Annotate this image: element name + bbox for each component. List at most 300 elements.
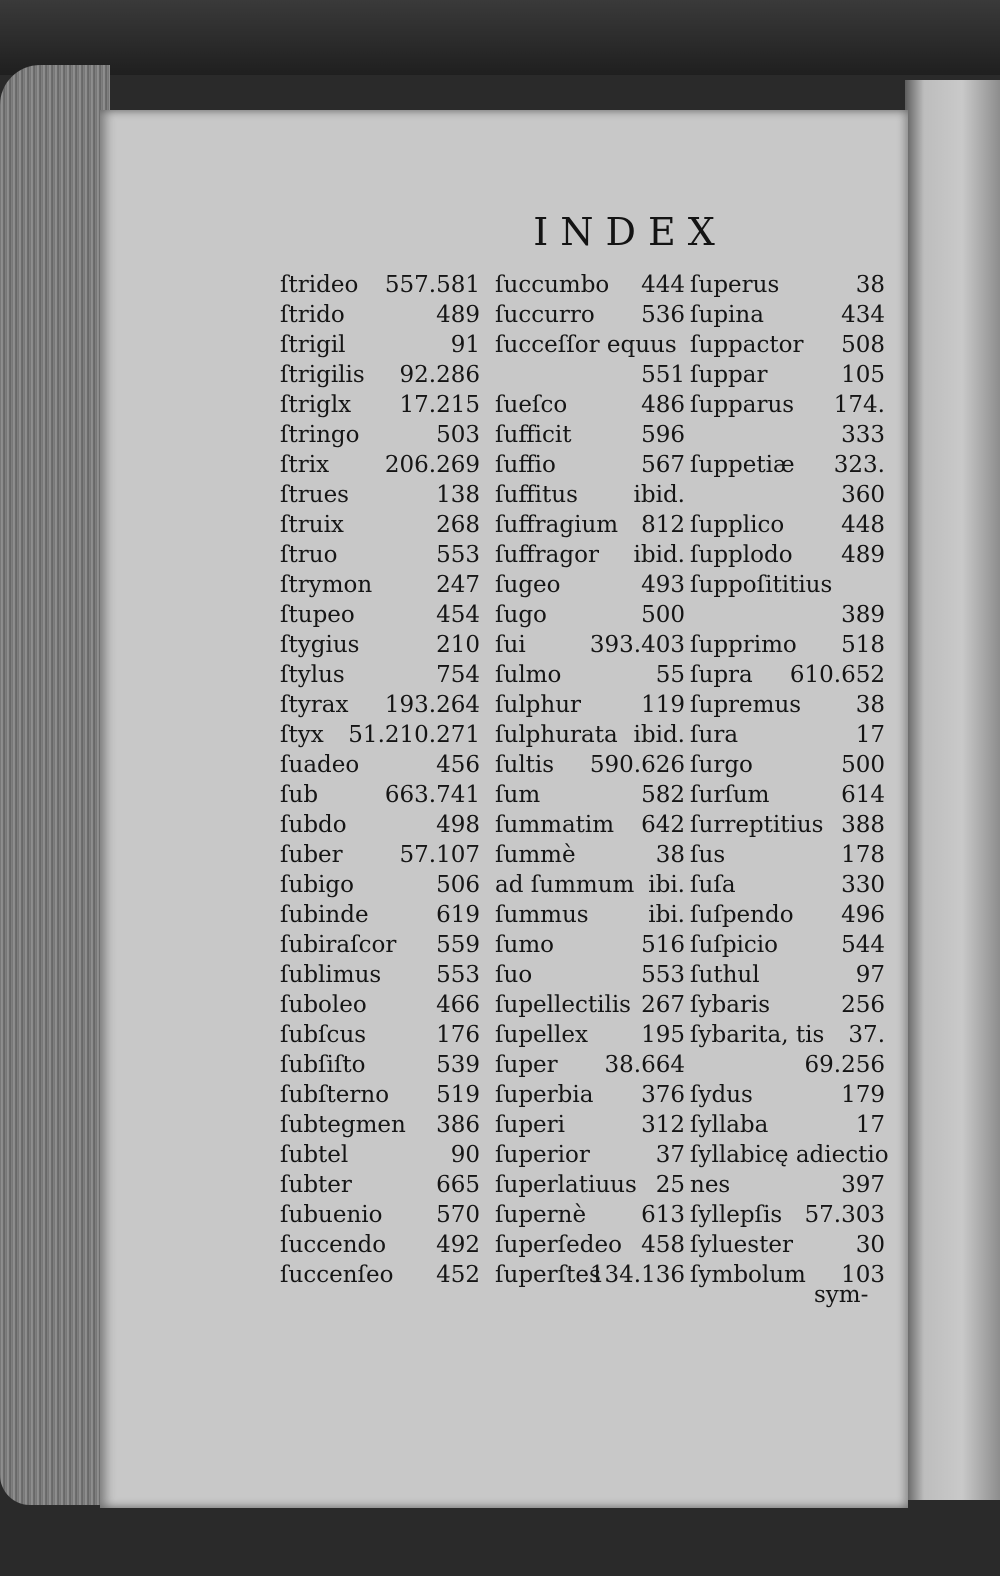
- index-entry: [280, 1140, 480, 1170]
- index-entry: [280, 930, 480, 960]
- index-term: ſulmo: [495, 662, 562, 688]
- index-entry: [280, 870, 480, 900]
- page-reference: 812: [641, 512, 685, 538]
- page-reference: 466: [436, 992, 480, 1018]
- index-term: ſtrues: [280, 482, 349, 508]
- facing-page-edge: [905, 80, 1000, 1500]
- index-entry: [495, 1230, 685, 1260]
- index-term: ſugeo: [495, 572, 561, 598]
- index-term: ſybaris: [690, 992, 771, 1018]
- index-entry: [690, 270, 885, 300]
- index-entry: [495, 600, 685, 630]
- index-term: ſtygius: [280, 632, 360, 658]
- page-reference: 376: [641, 1082, 685, 1108]
- page-reference: 500: [641, 602, 685, 628]
- index-term: ſuperbia: [495, 1082, 594, 1108]
- index-entry: [280, 390, 480, 420]
- index-entry: [280, 270, 480, 300]
- page-reference: 567: [641, 452, 685, 478]
- index-term: ſtruo: [280, 542, 338, 568]
- index-entry: [495, 660, 685, 690]
- page-reference: 503: [436, 422, 480, 448]
- page-reference: 360: [841, 482, 885, 508]
- index-entry: [495, 1080, 685, 1110]
- index-entry: [495, 360, 685, 390]
- page-reference: 496: [841, 902, 885, 928]
- page-reference: 663.741: [384, 782, 480, 808]
- index-entry: [690, 750, 885, 780]
- index-term: ſubſcus: [280, 1022, 367, 1048]
- index-term: ſupellex: [495, 1022, 588, 1048]
- index-entry: [690, 810, 885, 840]
- index-entry: [690, 480, 885, 510]
- page-reference: 444: [641, 272, 685, 298]
- index-term: ſuffio: [495, 452, 556, 478]
- index-term: ſummè: [495, 842, 576, 868]
- index-entry: [280, 1200, 480, 1230]
- page-reference: 434: [841, 302, 885, 328]
- index-term: ſtupeo: [280, 602, 355, 628]
- page-reference: 454: [436, 602, 480, 628]
- index-entry: [495, 420, 685, 450]
- index-entry: [690, 1200, 885, 1230]
- index-entry: [280, 330, 480, 360]
- index-entry: [280, 1170, 480, 1200]
- index-term: ſucceſſor equus: [495, 332, 677, 358]
- index-entry: [495, 1260, 685, 1290]
- page-reference: 539: [436, 1052, 480, 1078]
- index-entry: [690, 780, 885, 810]
- index-term: ſupellectilis: [495, 992, 631, 1018]
- page-reference: 610.652: [789, 662, 885, 688]
- page-reference: 256: [841, 992, 885, 1018]
- page-reference: 386: [436, 1112, 480, 1138]
- page-reference: ibi.: [648, 872, 685, 898]
- index-term: ſuperi: [495, 1112, 566, 1138]
- book-page-edges: [0, 65, 110, 1505]
- index-term: ſummus: [495, 902, 589, 928]
- index-entry: [690, 930, 885, 960]
- index-entry: [495, 990, 685, 1020]
- index-entry: [495, 540, 685, 570]
- page-reference: 665: [436, 1172, 480, 1198]
- page-reference: 388: [841, 812, 885, 838]
- index-entry: [495, 720, 685, 750]
- page-reference: 247: [436, 572, 480, 598]
- page-reference: 506: [436, 872, 480, 898]
- index-term: ſupina: [690, 302, 764, 328]
- index-entry: [280, 510, 480, 540]
- index-term: ſugo: [495, 602, 547, 628]
- page-reference: 754: [436, 662, 480, 688]
- index-entry: [690, 870, 885, 900]
- index-entry: [690, 1110, 885, 1140]
- index-term: ſyllepſis: [690, 1202, 783, 1228]
- page-reference: 90: [450, 1142, 480, 1168]
- page-reference: 448: [841, 512, 885, 538]
- index-term: ſuccendo: [280, 1232, 387, 1258]
- index-term: ſurgo: [690, 752, 753, 778]
- index-entry: [495, 960, 685, 990]
- page-reference: 492: [436, 1232, 480, 1258]
- index-term: ſuperſtes: [495, 1262, 601, 1288]
- index-term: ſuppar: [690, 362, 768, 388]
- index-term: ſupplodo: [690, 542, 793, 568]
- page-reference: 55: [655, 662, 685, 688]
- index-entry: [280, 630, 480, 660]
- page-reference: 17: [855, 1112, 885, 1138]
- page-reference: ibid.: [633, 722, 685, 748]
- page-reference: 37.: [848, 1022, 885, 1048]
- page-reference: 518: [841, 632, 885, 658]
- page-reference: 519: [436, 1082, 480, 1108]
- index-term: ſubter: [280, 1172, 352, 1198]
- index-entry: [280, 720, 480, 750]
- page-reference: 498: [436, 812, 480, 838]
- index-entry: [495, 1170, 685, 1200]
- index-term: ſuadeo: [280, 752, 360, 778]
- page-reference: 614: [841, 782, 885, 808]
- index-page: [100, 110, 908, 1508]
- index-entry: [495, 480, 685, 510]
- index-entry: [690, 690, 885, 720]
- index-term: ſuccenſeo: [280, 1262, 394, 1288]
- page-reference: 493: [641, 572, 685, 598]
- index-term: ſubſterno: [280, 1082, 390, 1108]
- page-reference: 268: [436, 512, 480, 538]
- page-reference: 179: [841, 1082, 885, 1108]
- index-entry: [280, 780, 480, 810]
- index-term: ſulphurata: [495, 722, 618, 748]
- page-reference: 30: [855, 1232, 885, 1258]
- index-term: ſummatim: [495, 812, 615, 838]
- index-term: ſuperior: [495, 1142, 590, 1168]
- page-reference: 57.303: [804, 1202, 885, 1228]
- index-entry: [280, 660, 480, 690]
- page-reference: 97: [855, 962, 885, 988]
- page-reference: 619: [436, 902, 480, 928]
- index-term: ſuperlatiuus: [495, 1172, 637, 1198]
- index-entry: [495, 630, 685, 660]
- index-entry: [690, 630, 885, 660]
- page-reference: 397: [841, 1172, 885, 1198]
- index-entry: [280, 1020, 480, 1050]
- page-reference: 486: [641, 392, 685, 418]
- page-reference: ibi.: [648, 902, 685, 928]
- index-entry: [690, 390, 885, 420]
- index-term: ſurreptitius: [690, 812, 824, 838]
- index-entry: [690, 900, 885, 930]
- index-term: ſuffragium: [495, 512, 619, 538]
- page-reference: 452: [436, 1262, 480, 1288]
- index-term: ſtrido: [280, 302, 345, 328]
- index-entry: [690, 420, 885, 450]
- index-entry: [690, 360, 885, 390]
- index-term: ſublimus: [280, 962, 382, 988]
- page-reference: 323.: [833, 452, 885, 478]
- index-entry: [690, 450, 885, 480]
- index-term: ſtruix: [280, 512, 344, 538]
- index-term: ſtringo: [280, 422, 360, 448]
- index-term: ſus: [690, 842, 726, 868]
- index-entry: [495, 390, 685, 420]
- index-term: ſyllaba: [690, 1112, 769, 1138]
- index-term: ſui: [495, 632, 526, 658]
- page-reference: 458: [641, 1232, 685, 1258]
- index-entry: [280, 600, 480, 630]
- page-reference: 17.215: [399, 392, 480, 418]
- index-term: ſum: [495, 782, 541, 808]
- index-entry: [280, 360, 480, 390]
- index-term: ſub: [280, 782, 319, 808]
- index-term: ſubdo: [280, 812, 347, 838]
- index-entry: [280, 990, 480, 1020]
- page-reference: 57.107: [399, 842, 480, 868]
- index-column-3: [690, 270, 889, 1290]
- page-reference: 38: [855, 272, 885, 298]
- index-term: ſupprimo: [690, 632, 797, 658]
- index-entry: [495, 1140, 685, 1170]
- index-entry: [495, 270, 685, 300]
- index-entry: [280, 450, 480, 480]
- index-term: ſuppoſititius: [690, 572, 833, 598]
- page-reference: 489: [436, 302, 480, 328]
- page-reference: 267: [641, 992, 685, 1018]
- page-reference: 210: [436, 632, 480, 658]
- page-reference: 134.136: [589, 1262, 685, 1288]
- index-term: ſtrix: [280, 452, 330, 478]
- index-entry: [280, 690, 480, 720]
- index-term: ſulphur: [495, 692, 582, 718]
- index-term: ſubigo: [280, 872, 354, 898]
- page-reference: ibid.: [633, 542, 685, 568]
- index-term: ſydus: [690, 1082, 753, 1108]
- page-reference: 582: [641, 782, 685, 808]
- index-term: ſtyx: [280, 722, 324, 748]
- index-entry: [690, 1230, 885, 1260]
- page-title: INDEX: [533, 210, 727, 254]
- catchword: sym-: [814, 1282, 869, 1308]
- index-term: ſuffragor: [495, 542, 599, 568]
- index-entry: [495, 510, 685, 540]
- index-entry: [690, 1050, 885, 1080]
- index-entry: [495, 870, 685, 900]
- index-term: nes: [690, 1172, 731, 1198]
- index-term: ſubtel: [280, 1142, 349, 1168]
- index-term: ſtrigilis: [280, 362, 365, 388]
- index-term: ſubtegmen: [280, 1112, 406, 1138]
- index-term: ſubſiſto: [280, 1052, 366, 1078]
- index-entry: [280, 750, 480, 780]
- index-entry: [690, 510, 885, 540]
- page-reference: 37: [655, 1142, 685, 1168]
- index-entry: [280, 420, 480, 450]
- index-term: ſtriglx: [280, 392, 352, 418]
- index-entry: [690, 540, 885, 570]
- index-term: ſuper: [495, 1052, 558, 1078]
- index-entry: [495, 450, 685, 480]
- index-term: ſueſco: [495, 392, 568, 418]
- index-entry: [495, 750, 685, 780]
- index-entry: [280, 1230, 480, 1260]
- index-entry: [280, 300, 480, 330]
- index-entry: [690, 660, 885, 690]
- page-reference: 536: [641, 302, 685, 328]
- page-reference: 544: [841, 932, 885, 958]
- index-term: ſupparus: [690, 392, 795, 418]
- index-term: ſuccurro: [495, 302, 595, 328]
- page-reference: 138: [436, 482, 480, 508]
- index-column-1: [280, 270, 480, 1290]
- page-reference: 176: [436, 1022, 480, 1048]
- index-entry: [690, 990, 885, 1020]
- index-entry: [690, 300, 885, 330]
- index-entry: [280, 900, 480, 930]
- page-reference: 178: [841, 842, 885, 868]
- index-term: ſuber: [280, 842, 343, 868]
- page-reference: 312: [641, 1112, 685, 1138]
- index-entry: [690, 330, 885, 360]
- index-term: ſuthul: [690, 962, 760, 988]
- index-entry: [280, 1260, 480, 1290]
- index-entry: [495, 330, 685, 360]
- index-term: ſubinde: [280, 902, 369, 928]
- index-entry: [495, 300, 685, 330]
- index-term: ſufficit: [495, 422, 572, 448]
- index-entry: [690, 720, 885, 750]
- page-reference: 489: [841, 542, 885, 568]
- page-reference: 456: [436, 752, 480, 778]
- page-reference: 553: [436, 542, 480, 568]
- index-term: ſuccumbo: [495, 272, 610, 298]
- index-term: ſuboleo: [280, 992, 367, 1018]
- page-reference: 51.210.271: [348, 722, 480, 748]
- index-term: ſtrymon: [280, 572, 373, 598]
- page-reference: ibid.: [633, 482, 685, 508]
- index-entry: [495, 780, 685, 810]
- page-reference: 613: [641, 1202, 685, 1228]
- index-column-2: [495, 270, 685, 1290]
- page-reference: 590.626: [589, 752, 685, 778]
- index-entry: [495, 900, 685, 930]
- index-entry: [280, 960, 480, 990]
- index-entry: [495, 840, 685, 870]
- index-term: ſuperus: [690, 272, 780, 298]
- page-reference: 393.403: [589, 632, 685, 658]
- index-term: ſuppetiæ: [690, 452, 795, 478]
- index-term: ſybarita, tis: [690, 1022, 825, 1048]
- page-reference: 38: [655, 842, 685, 868]
- index-entry: [495, 690, 685, 720]
- index-term: ſupremus: [690, 692, 802, 718]
- page-reference: 553: [641, 962, 685, 988]
- page-reference: 389: [841, 602, 885, 628]
- page-reference: 333: [841, 422, 885, 448]
- page-reference: 508: [841, 332, 885, 358]
- index-term: ſtylus: [280, 662, 345, 688]
- index-term: ſubiraſcor: [280, 932, 397, 958]
- index-entry: [280, 1110, 480, 1140]
- index-entry: [280, 570, 480, 600]
- index-entry: [495, 1050, 685, 1080]
- index-entry: [690, 1020, 885, 1050]
- index-entry: [280, 1050, 480, 1080]
- index-entry: [690, 840, 885, 870]
- index-entry: [280, 480, 480, 510]
- index-term: ſubuenio: [280, 1202, 383, 1228]
- index-term: ſuppactor: [690, 332, 804, 358]
- index-entry: [495, 1200, 685, 1230]
- index-entry: [690, 600, 885, 630]
- index-term: ſuo: [495, 962, 533, 988]
- page-reference: 105: [841, 362, 885, 388]
- page-reference: 206.269: [384, 452, 480, 478]
- page-reference: 38: [855, 692, 885, 718]
- index-entry: [690, 1170, 885, 1200]
- page-reference: 69.256: [804, 1052, 885, 1078]
- index-term: ſuſpicio: [690, 932, 779, 958]
- index-term: ſtyrax: [280, 692, 349, 718]
- index-entry: [690, 1140, 889, 1170]
- page-reference: 330: [841, 872, 885, 898]
- page-reference: 119: [641, 692, 685, 718]
- index-term: ſupra: [690, 662, 753, 688]
- index-term: ſuſa: [690, 872, 736, 898]
- index-term: ſultis: [495, 752, 555, 778]
- page-reference: 596: [641, 422, 685, 448]
- page-reference: 193.264: [384, 692, 480, 718]
- page-reference: 553: [436, 962, 480, 988]
- index-term: ſuſpendo: [690, 902, 794, 928]
- page-reference: 91: [450, 332, 480, 358]
- index-term: ſumo: [495, 932, 554, 958]
- index-term: ſupplico: [690, 512, 785, 538]
- index-entry: [690, 570, 885, 600]
- index-entry: [280, 540, 480, 570]
- index-entry: [495, 930, 685, 960]
- page-reference: 551: [641, 362, 685, 388]
- index-term: ſupernè: [495, 1202, 587, 1228]
- page-reference: 570: [436, 1202, 480, 1228]
- page-reference: 17: [855, 722, 885, 748]
- page-reference: 500: [841, 752, 885, 778]
- index-entry: [495, 570, 685, 600]
- index-term: ſyllabicę adiectio: [690, 1142, 889, 1168]
- index-entry: [690, 960, 885, 990]
- background-top: [0, 0, 1000, 75]
- index-term: ad ſummum: [495, 872, 635, 898]
- page-reference: 103: [841, 1262, 885, 1288]
- page-reference: 92.286: [399, 362, 480, 388]
- page-reference: 174.: [833, 392, 885, 418]
- page-reference: 38.664: [604, 1052, 685, 1078]
- page-reference: 642: [641, 812, 685, 838]
- page-reference: 557.581: [384, 272, 480, 298]
- index-entry: [280, 1080, 480, 1110]
- index-term: ſuperſedeo: [495, 1232, 622, 1258]
- page-reference: 195: [641, 1022, 685, 1048]
- index-term: ſymbolum: [690, 1262, 806, 1288]
- index-entry: [280, 810, 480, 840]
- index-term: ſuffitus: [495, 482, 578, 508]
- page-reference: 25: [655, 1172, 685, 1198]
- index-entry: [690, 1080, 885, 1110]
- index-term: ſura: [690, 722, 739, 748]
- index-term: ſtrideo: [280, 272, 359, 298]
- index-entry: [280, 840, 480, 870]
- index-term: ſurſum: [690, 782, 770, 808]
- index-entry: [495, 810, 685, 840]
